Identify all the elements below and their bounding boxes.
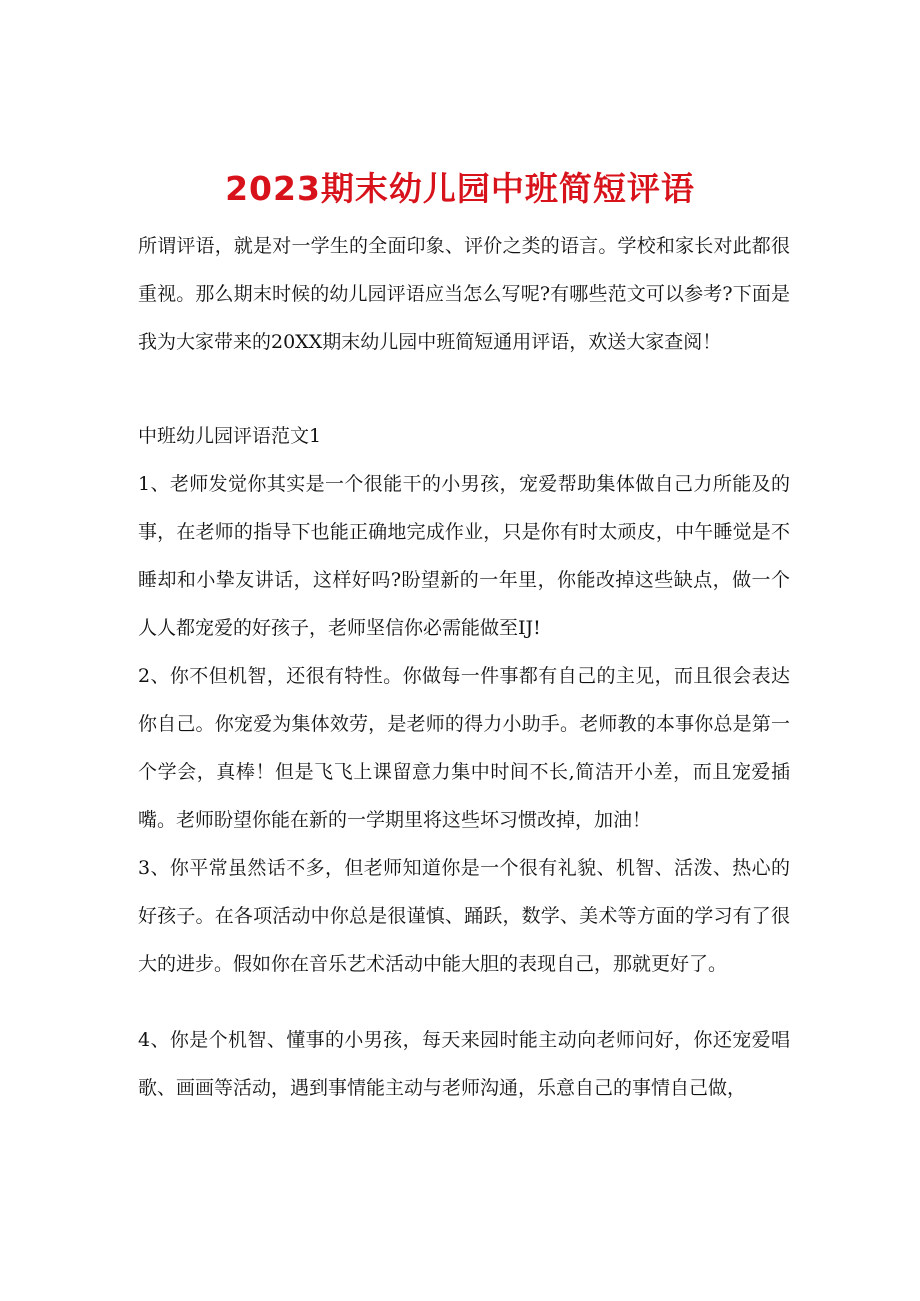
comment-paragraph: 3、你平常虽然话不多，但老师知道你是一个很有礼貌、机智、活泼、热心的好孩子。在各项活动中你总是很谨慎、踊跃，数学、美术等方面的学习有了很大的进步。假如你在音乐艺术活动中能大胆的表现自己，那就更好了。: [138, 857, 790, 975]
intro-paragraph: 所谓评语，就是对一学生的全面印象、评价之类的语言。学校和家长对此都很重视。那么期末时候的幼儿园评语应当怎么写呢?有哪些范文可以参考?下面是我为大家带来的20XX期末幼儿园中班简短通用评语，欢送大家查阅！: [138, 235, 790, 353]
comment-paragraph: 1、老师发觉你其实是一个很能干的小男孩，宠爱帮助集体做自己力所能及的事，在老师的指导下也能正确地完成作业，只是你有时太顽皮，中午睡觉是不睡却和小挚友讲话，这样好吗?盼望新的一年里，你能改掉这些缺点，做一个人人都宠爱的好孩子，老师坚信你必需能做至IJ!: [138, 473, 790, 639]
document-title: 2023期末幼儿园中班简短评语: [225, 169, 695, 209]
document-body: [138, 222, 790, 1112]
comment-paragraph: 2、你不但机智，还很有特性。你做每一件事都有自己的主见，而且很会表达你自己。你宠爱为集体效劳，是老师的得力小助手。老师教的本事你总是第一个学会，真棒！但是飞飞上课留意力集中时间不长,简洁开小差，而且宠爱插嘴。老师盼望你能在新的一学期里将这些坏习惯改掉，加油！: [138, 665, 790, 831]
section-heading: 中班幼儿园评语范文1: [138, 425, 322, 447]
comment-paragraph: 4、你是个机智、懂事的小男孩，每天来园时能主动向老师问好，你还宠爱唱歌、画画等活动，遇到事情能主动与老师沟通，乐意自己的事情自己做，: [138, 1029, 790, 1099]
